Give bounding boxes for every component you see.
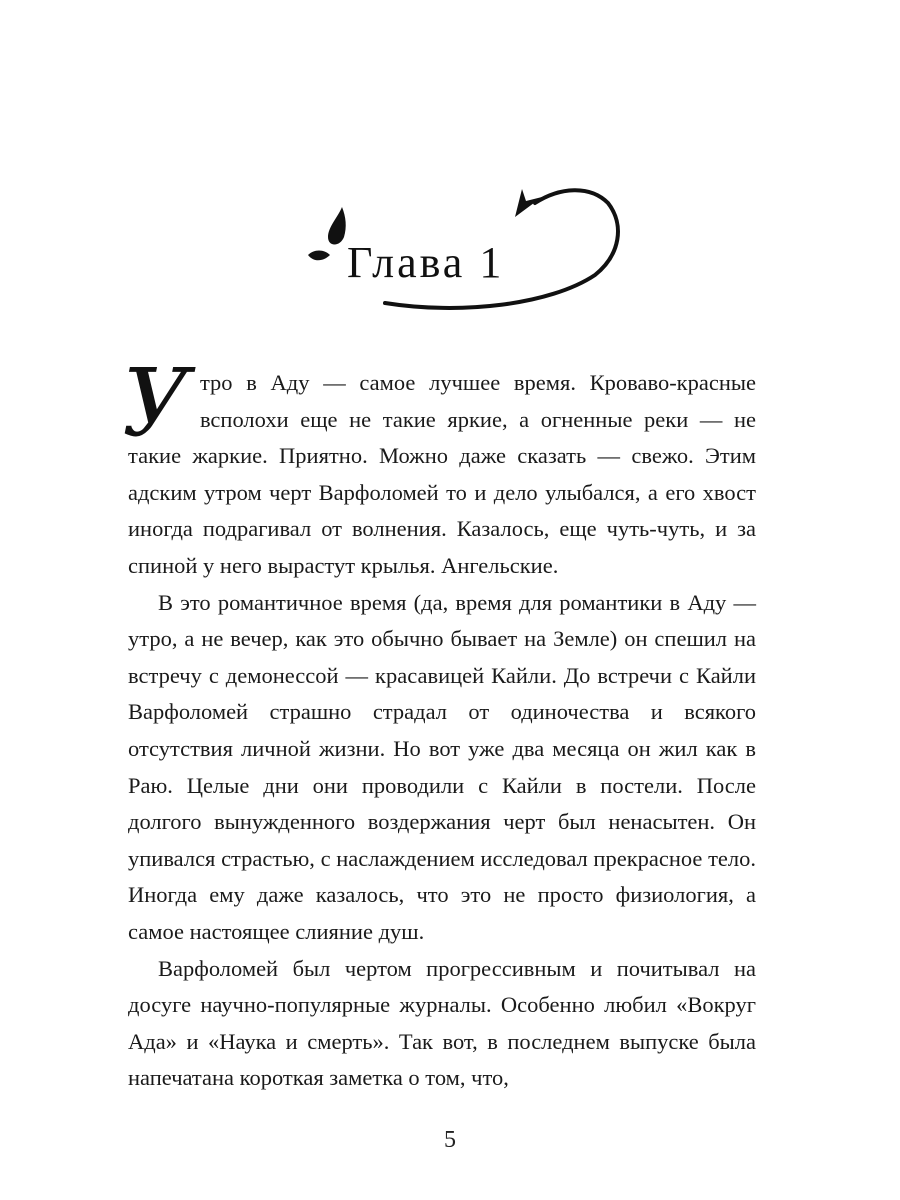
horn-left-icon (308, 251, 330, 261)
page-number: 5 (444, 1127, 456, 1153)
drop-cap: У (122, 349, 190, 458)
paragraph-1 (122, 349, 756, 585)
paragraph-2: В это романтичное время (да, время для романтики в Аду — утро, а не вечер, как это обычно бывает на Земле) он спешил на встречу с демонессой — красавицей Кайли. До встречи с Кайли Варфоломей страшно страдал от одиночества и всякого отсутствия личной жизни. Но вот уже два месяца он жил как в Раю. Целые дни они проводили с Кайли в постели. После долгого вынужденного воздержания черт был ненасытен. Он упивался страстью, с наслаждением исследовал прекрасное тело. Иногда ему даже казалось, что это не просто физиология, а самое настоящее слияние душ. (128, 589, 756, 944)
chapter-title: Глава 1 (347, 238, 505, 287)
horn-drop-icon (328, 207, 346, 245)
body-text (122, 349, 756, 1097)
chapter-heading (290, 175, 630, 325)
paragraph-1-text: тро в Аду — самое лучшее время. Кроваво-красные всполохи еще не такие яркие, а огненные реки — не такие жаркие. Приятно. Можно даже сказать — свежо. Этим адским утром черт Варфоломей то и дело улыбался, а его хвост иногда подрагивал от волнения. Казалось, еще чуть-чуть, и за спиной у него вырастут крылья. Ангельские. (128, 370, 756, 578)
paragraph-3: Варфоломей был чертом прогрессивным и почитывал на досуге научно-популярные журналы. Особенно любил «Вокруг Ада» и «Наука и смерть». Так вот, в последнем выпуске была напечатана короткая заметка о том, что, (128, 955, 756, 1091)
